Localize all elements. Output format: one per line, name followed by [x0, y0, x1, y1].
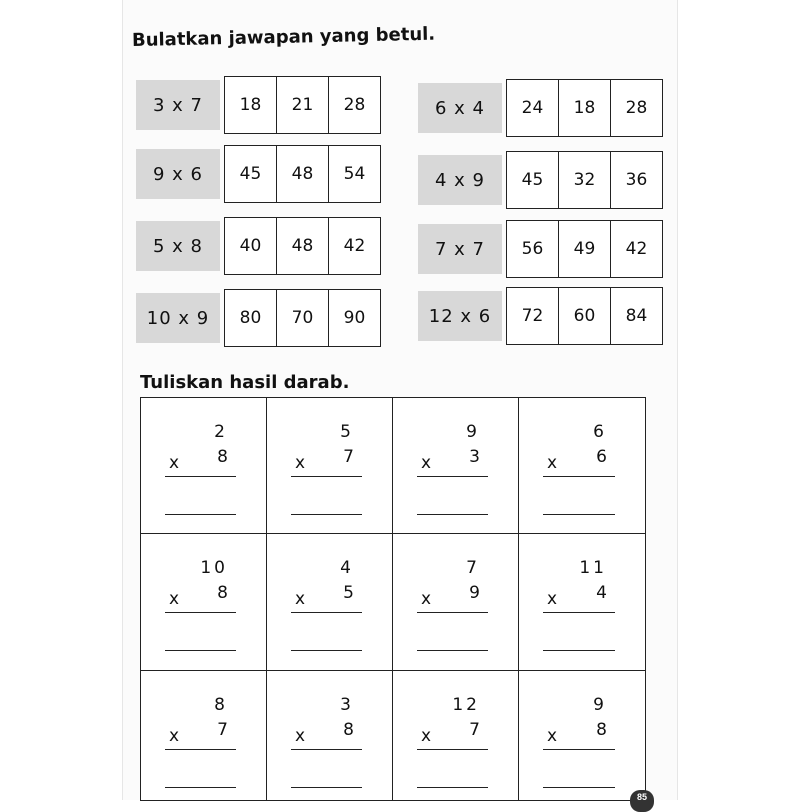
answer-option[interactable]: 45	[239, 164, 262, 184]
multiplicand: 2	[214, 422, 228, 442]
sum-line	[417, 476, 488, 477]
answer-options	[506, 151, 663, 209]
multiplication-cell	[267, 398, 393, 534]
answer-option[interactable]: 24	[521, 98, 544, 118]
multiply-sign: x	[547, 453, 558, 473]
multiplication-cell	[141, 534, 267, 671]
sum-line	[417, 749, 488, 750]
multiplication-cell	[519, 671, 645, 801]
multiplier: 3	[469, 447, 480, 467]
sum-line	[543, 612, 615, 613]
circle-question	[136, 289, 381, 347]
answer-options	[224, 145, 381, 203]
page-number-badge: 85	[630, 790, 654, 812]
multiplication-cell	[267, 671, 393, 801]
answer-blank[interactable]	[291, 514, 362, 516]
multiplicand: 12	[452, 695, 480, 715]
answer-options	[224, 289, 381, 347]
answer-blank[interactable]	[165, 650, 236, 652]
circle-question	[136, 145, 381, 203]
answer-option[interactable]: 84	[610, 288, 662, 344]
circle-question	[418, 79, 663, 137]
answer-option[interactable]: 32	[558, 152, 610, 208]
page-margin	[0, 0, 122, 800]
answer-option[interactable]: 49	[558, 221, 610, 277]
answer-options	[506, 220, 663, 278]
sum-line	[165, 612, 236, 613]
multiply-sign: x	[295, 726, 306, 746]
multiplier: 7	[217, 720, 228, 740]
multiplicand: 7	[466, 558, 480, 578]
multiply-sign: x	[169, 589, 180, 609]
answer-option[interactable]: 36	[610, 152, 662, 208]
multiplier: 4	[596, 583, 607, 603]
multiply-sign: x	[547, 726, 558, 746]
multiplication-grid	[140, 397, 646, 801]
multiplication-cell	[267, 534, 393, 671]
multiply-sign: x	[421, 726, 432, 746]
answer-option[interactable]: 21	[276, 77, 328, 133]
multiply-sign: x	[421, 589, 432, 609]
sum-line	[291, 749, 362, 750]
multiply-sign: x	[169, 726, 180, 746]
answer-blank[interactable]	[543, 514, 615, 516]
answer-blank[interactable]	[291, 787, 362, 789]
question-expression: 4 x 9	[418, 155, 502, 205]
circle-question	[418, 151, 663, 209]
multiplicand: 3	[340, 695, 354, 715]
question-expression: 5 x 8	[136, 221, 220, 271]
answer-blank[interactable]	[417, 787, 488, 789]
answer-option[interactable]: 48	[276, 146, 328, 202]
multiplication-heading: Tuliskan hasil darab.	[140, 372, 350, 393]
sum-line	[417, 612, 488, 613]
answer-option[interactable]: 28	[328, 77, 380, 133]
answer-option[interactable]: 18	[239, 95, 262, 115]
multiplication-cell	[519, 398, 645, 534]
circle-question	[418, 287, 663, 345]
multiplicand: 9	[593, 695, 607, 715]
answer-option[interactable]: 72	[521, 306, 544, 326]
answer-option[interactable]: 28	[610, 80, 662, 136]
circle-question	[136, 76, 381, 134]
sum-line	[543, 476, 615, 477]
answer-option[interactable]: 80	[239, 308, 262, 328]
answer-options	[224, 217, 381, 275]
answer-option[interactable]: 42	[328, 218, 380, 274]
answer-option[interactable]: 70	[276, 290, 328, 346]
answer-option[interactable]: 54	[328, 146, 380, 202]
multiplicand: 6	[593, 422, 607, 442]
multiply-sign: x	[295, 453, 306, 473]
multiplier: 6	[596, 447, 607, 467]
multiplicand: 8	[214, 695, 228, 715]
question-expression: 10 x 9	[136, 293, 220, 343]
answer-blank[interactable]	[543, 650, 615, 652]
multiplicand: 11	[579, 558, 607, 578]
multiplication-cell	[141, 398, 267, 534]
answer-option[interactable]: 48	[276, 218, 328, 274]
answer-option[interactable]: 60	[558, 288, 610, 344]
multiply-sign: x	[295, 589, 306, 609]
answer-option[interactable]: 42	[610, 221, 662, 277]
multiplication-cell	[393, 671, 519, 801]
circle-answer-heading: Bulatkan jawapan yang betul.	[131, 23, 436, 51]
sum-line	[165, 476, 236, 477]
multiplier: 8	[217, 447, 228, 467]
multiplication-cell	[393, 534, 519, 671]
multiplier: 8	[217, 583, 228, 603]
answer-options	[506, 287, 663, 345]
multiplicand: 4	[340, 558, 354, 578]
sum-line	[165, 749, 236, 750]
answer-options	[506, 79, 663, 137]
question-expression: 6 x 4	[418, 83, 502, 133]
multiplicand: 5	[340, 422, 354, 442]
sum-line	[543, 749, 615, 750]
sum-line	[291, 476, 362, 477]
answer-blank[interactable]	[165, 514, 236, 516]
multiplication-cell	[393, 398, 519, 534]
multiplier: 8	[596, 720, 607, 740]
question-expression: 9 x 6	[136, 149, 220, 199]
multiply-sign: x	[547, 589, 558, 609]
multiply-sign: x	[169, 453, 180, 473]
answer-option[interactable]: 90	[328, 290, 380, 346]
circle-question	[136, 217, 381, 275]
question-expression: 7 x 7	[418, 224, 502, 274]
multiplier: 7	[469, 720, 480, 740]
answer-blank[interactable]	[165, 787, 236, 789]
answer-option[interactable]: 56	[521, 239, 544, 259]
answer-option[interactable]: 40	[239, 236, 262, 256]
multiplication-cell	[141, 671, 267, 801]
question-expression: 12 x 6	[418, 291, 502, 341]
answer-blank[interactable]	[417, 650, 488, 652]
answer-blank[interactable]	[417, 514, 488, 516]
multiplier: 9	[469, 583, 480, 603]
multiplier: 5	[343, 583, 354, 603]
question-expression: 3 x 7	[136, 80, 220, 130]
circle-question	[418, 220, 663, 278]
multiply-sign: x	[421, 453, 432, 473]
answer-option[interactable]: 45	[521, 170, 544, 190]
multiplier: 7	[343, 447, 354, 467]
multiplicand: 10	[200, 558, 228, 578]
answer-blank[interactable]	[291, 650, 362, 652]
multiplicand: 9	[466, 422, 480, 442]
multiplier: 8	[343, 720, 354, 740]
answer-options	[224, 76, 381, 134]
multiplication-cell	[519, 534, 645, 671]
sum-line	[291, 612, 362, 613]
answer-option[interactable]: 18	[558, 80, 610, 136]
answer-blank[interactable]	[543, 787, 615, 789]
